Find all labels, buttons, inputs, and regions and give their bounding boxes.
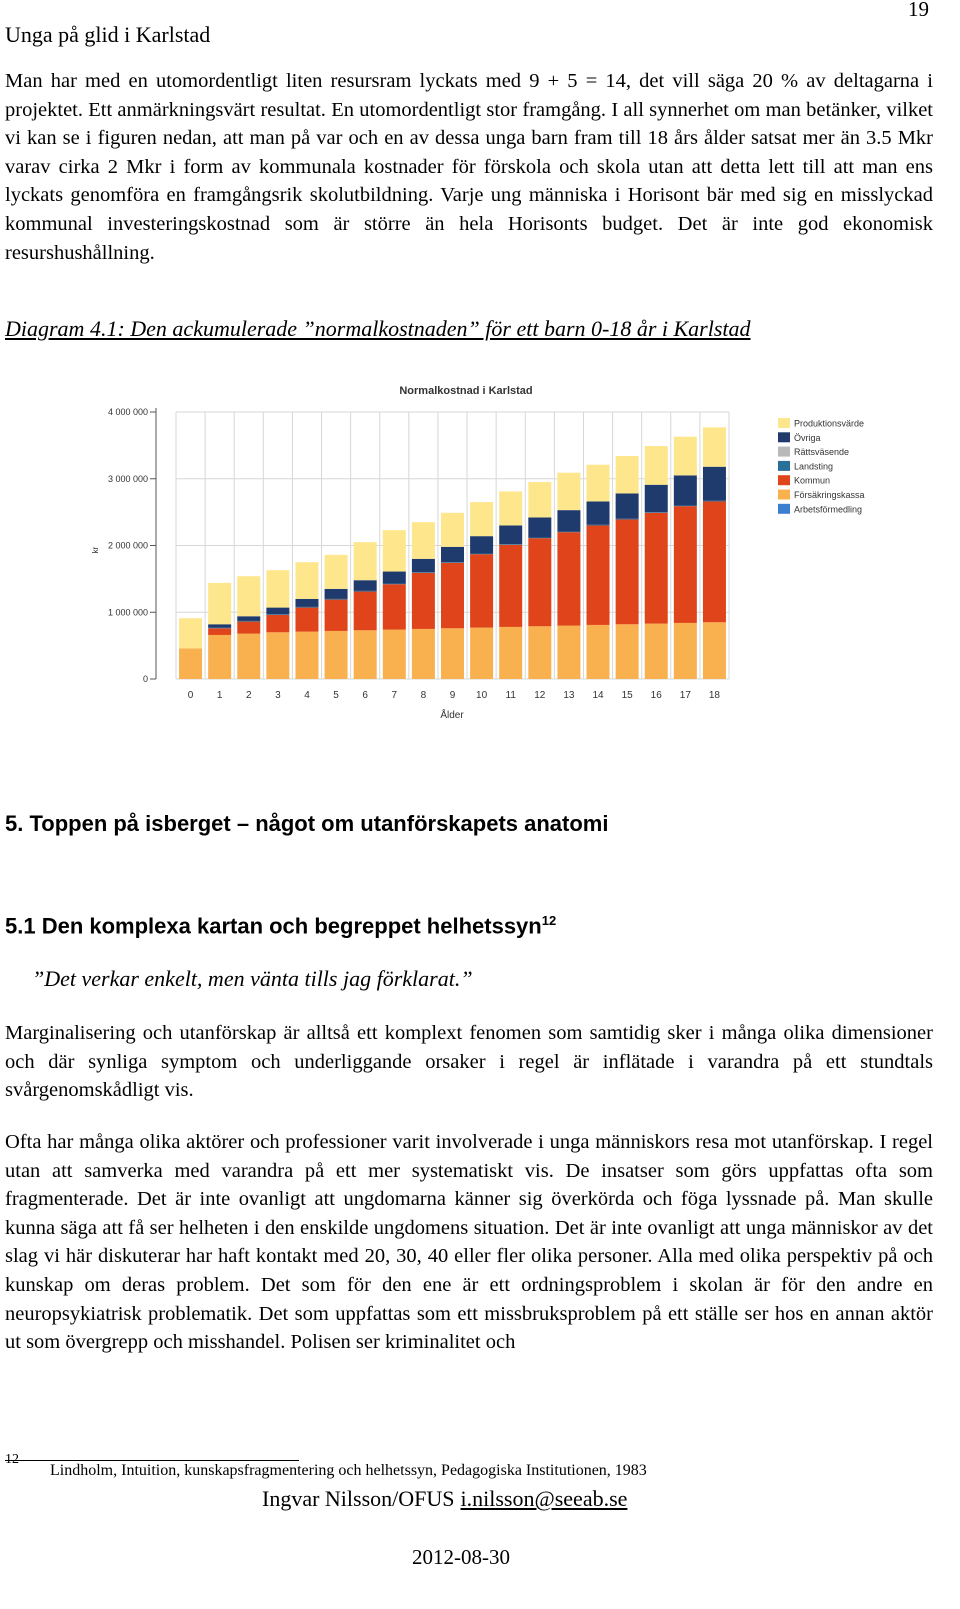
legend-label: Rättsväsende: [794, 447, 850, 458]
legend-swatch: [778, 432, 790, 442]
bar-segment: [703, 501, 726, 622]
bar-segment: [616, 519, 639, 624]
legend-label: Försäkringskassa: [794, 490, 865, 500]
bar-segment: [499, 545, 522, 627]
bar-segment: [557, 626, 580, 679]
bar-segment: [616, 456, 639, 493]
y-tick-label: 4 000 000: [107, 407, 148, 417]
footnote-reference[interactable]: 12: [541, 913, 557, 928]
bar-segment: [499, 627, 522, 679]
x-tick-label: 1: [216, 690, 223, 701]
bar-segment: [412, 572, 435, 573]
legend-label: Produktionsvärde: [794, 418, 865, 429]
bar-segment: [557, 510, 580, 531]
footer-author: [262, 1486, 627, 1512]
bar-segment: [266, 570, 289, 607]
bar-segment: [557, 531, 580, 532]
legend-swatch: [778, 504, 790, 514]
epigraph-quote: ”Det verkar enkelt, men vänta tills jag förklarat.”: [32, 966, 473, 991]
bar-segment: [441, 513, 464, 547]
bar-segment: [208, 635, 231, 679]
x-tick-label: 13: [563, 690, 575, 701]
bar-segment: [703, 467, 726, 501]
footnote-text: Lindholm, Intuition, kunskapsfragmentering och helhetssyn, Pedagogiska Institutionen, 1983: [50, 1462, 647, 1479]
bar-segment: [470, 502, 493, 536]
bar-segment: [470, 554, 493, 555]
legend-label: Övriga: [794, 432, 821, 443]
bar-segment: [645, 485, 668, 512]
bar-segment: [295, 608, 318, 632]
x-tick-label: 18: [708, 690, 721, 701]
bar-segment: [266, 614, 289, 615]
x-axis-label: Ålder: [440, 710, 464, 721]
bar-segment: [441, 563, 464, 628]
legend-swatch: [778, 447, 790, 457]
bar-segment: [325, 599, 348, 600]
bar-segment: [674, 505, 697, 506]
paragraph-3: Ofta har många olika aktörer och professioner varit involverade i unga människors resa mot utanförskap. I regel utan att samverka med varandra på ett mer systematiskt vis. De insatser som görs uppfattas ofta som fragmenterade. Det är inte ovanligt att ungdomarna känner sig överkörda och föga lyssnade på. Man skulle kunna säga att få ser helheten i den enskilde ungdomens situation. Det är inte ovanligt att unga människor av det slag vi här diskuterar har haft kontakt med 20, 30, 40 eller fler olika personer. Alla med olika perspektiv på och kunskap om deras problem. Det som för den ene är ett ordningsproblem i skolan är för den andre en neuropsykiatrisk problematik. Det som uppfattas som ett missbruksproblem på ett ställe ser hos en annan aktör ut som övergrepp och misshandel. Polisen ser kriminalitet och: [5, 1131, 933, 1354]
bar-segment: [354, 542, 377, 580]
paragraph-2: Marginalisering och utanförskap är alltså ett komplext fenomen som samtidig sker i många olika dimensioner och där synliga symptom och underliggande orsaker i regel är inflätade i varandra på ett stundtals svårgenomskådligt vis.: [5, 1022, 933, 1102]
bar-segment: [587, 625, 610, 679]
bar-segment: [587, 525, 610, 624]
paragraph-1: Man har med en utomordentligt liten resursram lyckats med 9 + 5 = 14, det vill säga 20 % av deltagarna i projektet. Ett anmärkningsvärt resultat. En utomordentligt stor framgång. I all synnerhet om man betänker, vilket vi kan se i figuren nedan, att man på var och en av dessa unga barn fram till 18 års ålder satsat mer än 3.5 Mkr varav cirka 2 Mkr i form av kommunala kostnader för förskola och skola utan att detta lett till att man ens lyckats genomföra en framgångsrik skolutbildning. Varje ung människa i Horisont bär med sig en misslyckad kommunal investeringskostnad som är större än hela Horisonts budget. Det är inte god ekonomisk resurshushållning.: [5, 70, 933, 264]
bar-segment: [412, 559, 435, 572]
figure-caption: Diagram 4.1: Den ackumulerade ”normalkostnaden” för ett barn 0-18 år i Karlstad: [5, 316, 751, 341]
bar-segment: [208, 624, 231, 627]
legend-swatch: [778, 418, 790, 428]
bar-segment: [237, 634, 260, 679]
bar-segment: [528, 626, 551, 679]
legend-swatch: [778, 475, 790, 485]
x-tick-label: 9: [449, 690, 456, 701]
footnote-number: 12: [5, 1452, 19, 1467]
bar-segment: [383, 530, 406, 571]
x-tick-label: 5: [333, 690, 339, 701]
x-tick-label: 2: [245, 690, 252, 701]
x-tick-label: 0: [187, 690, 194, 701]
x-tick-label: 10: [476, 690, 488, 701]
x-tick-label: 11: [505, 690, 516, 701]
bar-segment: [645, 446, 668, 485]
bar-segment: [354, 630, 377, 679]
chart-container: [58, 372, 875, 735]
x-tick-label: 16: [650, 690, 662, 701]
bar-segment: [383, 584, 406, 629]
footer-email-link[interactable]: i.nilsson@seeab.se: [460, 1486, 628, 1511]
footer-author-name: Ingvar Nilsson/OFUS: [262, 1486, 455, 1511]
bar-segment: [645, 512, 668, 513]
bar-segment: [237, 616, 260, 621]
bar-segment: [645, 624, 668, 679]
bar-segment: [645, 513, 668, 624]
bar-segment: [674, 623, 697, 679]
x-tick-label: 14: [592, 690, 604, 701]
bar-segment: [703, 501, 726, 502]
bar-segment: [441, 547, 464, 562]
bar-segment: [587, 501, 610, 524]
bar-segment: [383, 572, 406, 584]
bar-segment: [325, 631, 348, 679]
running-header-title: Unga på glid i Karlstad: [5, 22, 211, 47]
legend-swatch: [778, 461, 790, 471]
x-tick-label: 6: [362, 690, 368, 701]
bar-segment: [528, 517, 551, 537]
x-tick-label: 15: [621, 690, 633, 701]
bar-segment: [703, 427, 726, 466]
bar-segment: [470, 628, 493, 679]
y-axis-label: kr: [91, 546, 100, 554]
bar-segment: [674, 437, 697, 476]
bar-segment: [674, 506, 697, 623]
bar-segment: [354, 591, 377, 592]
bar-segment: [557, 473, 580, 510]
bar-segment: [179, 648, 202, 679]
section-heading-5-1-text: 5.1 Den komplexa kartan och begreppet helhetssyn: [5, 913, 542, 939]
bar-segment: [237, 621, 260, 622]
section-heading-5-1: [5, 913, 556, 939]
y-tick-label: 2 000 000: [107, 540, 148, 551]
x-tick-label: 8: [420, 690, 427, 701]
bar-segment: [208, 583, 231, 624]
bar-segment: [325, 555, 348, 589]
x-tick-label: 3: [275, 690, 281, 701]
bar-segment: [266, 632, 289, 679]
bar-segment: [208, 628, 231, 635]
bar-segment: [441, 562, 464, 563]
legend-label: Arbetsförmedling: [794, 504, 863, 515]
bar-segment: [295, 607, 318, 608]
y-tick-label: 0: [142, 674, 148, 684]
bar-segment: [354, 580, 377, 591]
page-number: 19: [908, 0, 929, 21]
bar-segment: [412, 522, 435, 559]
bar-segment: [528, 538, 551, 626]
bar-segment: [295, 599, 318, 607]
bar-segment: [179, 618, 202, 648]
legend-swatch: [778, 490, 790, 500]
bar-segment: [557, 532, 580, 625]
bar-segment: [412, 629, 435, 679]
bar-segment: [208, 628, 231, 629]
bar-segment: [295, 632, 318, 679]
bar-segment: [266, 615, 289, 632]
bar-segment: [237, 576, 260, 616]
bar-segment: [587, 465, 610, 502]
bar-segment: [587, 525, 610, 526]
bar-segment: [703, 622, 726, 679]
bar-segment: [237, 622, 260, 634]
x-tick-label: 12: [534, 690, 546, 701]
bar-segment: [616, 624, 639, 679]
x-tick-label: 4: [304, 690, 310, 701]
x-tick-label: 17: [679, 690, 691, 701]
legend-label: Landsting: [794, 461, 834, 472]
bar-segment: [674, 475, 697, 505]
bar-segment: [528, 537, 551, 538]
bar-segment: [499, 544, 522, 545]
bar-segment: [266, 608, 289, 615]
bar-segment: [616, 519, 639, 520]
bar-segment: [383, 584, 406, 585]
bar-segment: [470, 554, 493, 627]
bar-segment: [470, 536, 493, 553]
bar-segment: [325, 600, 348, 631]
footnote-separator: [5, 1460, 299, 1461]
legend-label: Kommun: [794, 475, 831, 486]
y-tick-label: 3 000 000: [107, 473, 148, 484]
bar-segment: [383, 630, 406, 679]
bar-segment: [441, 628, 464, 679]
bar-segment: [528, 482, 551, 517]
y-tick-label: 1 000 000: [107, 607, 148, 618]
stacked-bar-chart: [58, 372, 875, 735]
bar-segment: [354, 592, 377, 631]
bar-segment: [499, 491, 522, 525]
footer-date: 2012-08-30: [412, 1545, 510, 1569]
x-tick-label: 7: [391, 690, 398, 701]
section-heading-5: 5. Toppen på isberget – något om utanförskapets anatomi: [5, 811, 609, 836]
bar-segment: [499, 525, 522, 544]
bar-segment: [616, 493, 639, 518]
chart-title: Normalkostnad i Karlstad: [399, 385, 533, 397]
bar-segment: [325, 589, 348, 599]
bar-segment: [412, 573, 435, 629]
bar-segment: [295, 562, 318, 599]
